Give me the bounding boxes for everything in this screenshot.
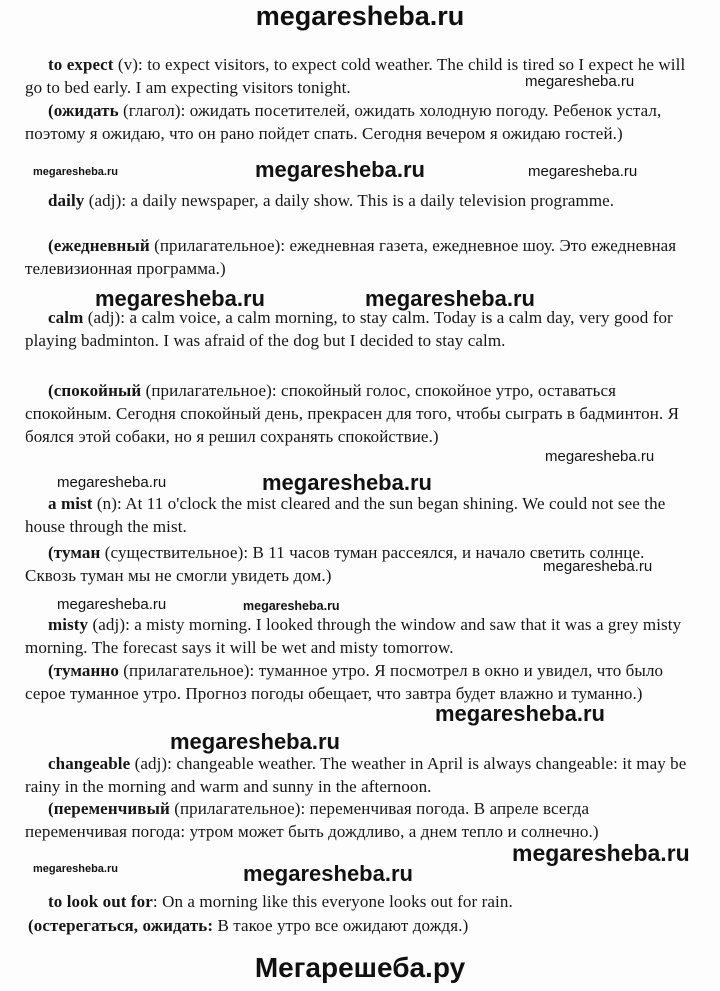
term-en: changeable bbox=[48, 754, 131, 773]
watermark: megaresheba.ru bbox=[512, 840, 690, 866]
definition-en: : On a morning like this everyone looks out for rain. bbox=[152, 892, 513, 911]
definition-ru: (прилагательное): ежедневная газета, ежедневное шоу. Это ежедневная телевизионная программа.) bbox=[25, 236, 677, 278]
definition-en: (adj): a daily newspaper, a daily show. This is a daily television programme. bbox=[84, 191, 615, 210]
entry-misty-ru bbox=[25, 659, 691, 705]
watermark: megaresheba.ru bbox=[243, 599, 340, 613]
entry-daily-en bbox=[25, 189, 691, 212]
definition-ru: В такое утро все ожидают дождя.) bbox=[213, 916, 469, 935]
definition-en: (adj): a calm voice, a calm morning, to stay calm. Today is a calm day, very good for playing badminton. I was afraid of the dog but I decided to stay calm. bbox=[25, 308, 673, 350]
term-en: a mist bbox=[48, 494, 93, 513]
term-ru: (ежедневный bbox=[48, 236, 150, 255]
definition-en: (n): At 11 o'clock the mist cleared and the sun began shining. We could not see the house through the mist. bbox=[25, 494, 666, 536]
definition-ru: (существительное): В 11 часов туман рассеялся, и начало светить солнце. Сквозь туман мы не смогли увидеть дом.) bbox=[25, 543, 645, 585]
term-en: to look out for bbox=[48, 892, 153, 911]
term-en: calm bbox=[48, 308, 84, 327]
term-ru: (остерегаться, ожидать: bbox=[28, 916, 214, 935]
term-ru: (ожидать bbox=[48, 101, 119, 120]
term-ru: (переменчивый bbox=[48, 799, 170, 818]
watermark: megaresheba.ru bbox=[435, 701, 605, 726]
watermark: megaresheba.ru bbox=[57, 596, 167, 613]
entry-calm-en bbox=[25, 306, 691, 352]
watermark: megaresheba.ru bbox=[528, 163, 638, 180]
term-ru: (спокойный bbox=[48, 381, 142, 400]
entry-calm-ru bbox=[25, 379, 691, 448]
watermark: megaresheba.ru bbox=[243, 861, 413, 886]
watermark: megaresheba.ru bbox=[255, 157, 425, 182]
entry-daily-ru bbox=[25, 234, 691, 280]
entry-a-mist-en bbox=[25, 492, 691, 538]
term-ru: (туманно bbox=[48, 661, 119, 680]
watermark: megaresheba.ru bbox=[57, 474, 167, 491]
watermark: megaresheba.ru bbox=[525, 73, 635, 90]
definition-ru: (глагол): ожидать посетителей, ожидать холодную погоду. Ребенок устал, поэтому я ожидаю, что он рано пойдет спать. Сегодня вечером я ожидаю гостей.) bbox=[25, 101, 662, 143]
top-watermark-title: megaresheba.ru bbox=[255, 1, 465, 31]
watermark: megaresheba.ru bbox=[365, 286, 535, 311]
watermark: megaresheba.ru bbox=[543, 558, 653, 575]
bottom-site-title: Мегарешеба.ру bbox=[254, 952, 466, 983]
entry-changeable-ru bbox=[25, 797, 691, 843]
definition-ru: (прилагательное): переменчивая погода. В апреле всегда переменчивая погода: утром может быть дождливо, а днем тепло и солнечно.) bbox=[25, 799, 599, 841]
entry-to-look-out-for-en bbox=[25, 890, 691, 913]
watermark: megaresheba.ru bbox=[170, 729, 340, 754]
definition-en: (v): to expect visitors, to expect cold weather. The child is tired so I expect he will go to bed early. I am expecting visitors tonight. bbox=[25, 55, 686, 97]
term-ru: (туман bbox=[48, 543, 101, 562]
watermark: megaresheba.ru bbox=[95, 286, 265, 311]
watermark: megaresheba.ru bbox=[262, 470, 432, 495]
watermark: megaresheba.ru bbox=[545, 448, 655, 465]
entry-to-look-out-for-ru bbox=[25, 914, 691, 937]
entry-changeable-en bbox=[25, 752, 691, 798]
definition-en: (adj): a misty morning. I looked through the window and saw that it was a grey misty morning. The forecast says it will be wet and misty tomorrow. bbox=[25, 615, 682, 657]
entry-to-expect-ru bbox=[25, 99, 691, 145]
definition-ru: (прилагательное): спокойный голос, спокойное утро, оставаться спокойным. Сегодня спокойный день, прекрасен для того, чтобы сыграть в бадминтон. Я боялся этой собаки, но я решил сохранять спокойствие.) bbox=[25, 381, 680, 446]
watermark: megaresheba.ru bbox=[33, 166, 118, 178]
entry-misty-en bbox=[25, 613, 691, 659]
term-en: to expect bbox=[48, 55, 114, 74]
watermark: megaresheba.ru bbox=[33, 863, 118, 875]
definition-ru: (прилагательное): туманное утро. Я посмотрел в окно и увидел, что было серое туманное утро. Прогноз погоды обещает, что завтра будет влажно и туманно.) bbox=[25, 661, 664, 703]
definition-en: (adj): changeable weather. The weather in April is always changeable: it may be rainy in the morning and warm and sunny in the afternoon. bbox=[25, 754, 687, 796]
term-en: daily bbox=[48, 191, 85, 210]
term-en: misty bbox=[48, 615, 89, 634]
